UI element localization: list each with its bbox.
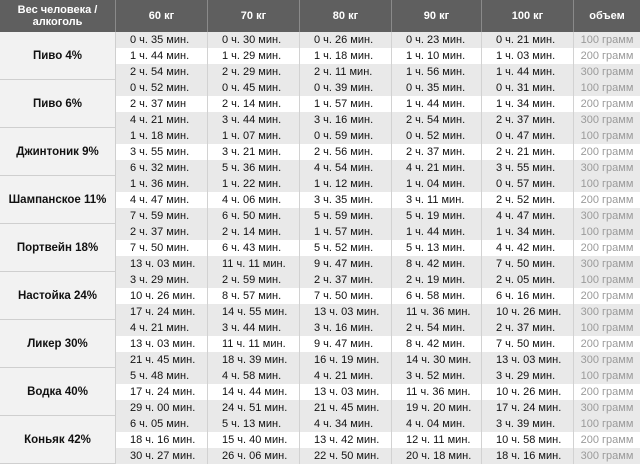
- time-cell: 1 ч. 44 мин.: [116, 48, 208, 64]
- drink-name: Пиво 4%: [0, 32, 116, 79]
- time-cell: 2 ч. 37 мин.: [116, 224, 208, 240]
- time-cell: 26 ч. 06 мин.: [208, 448, 300, 464]
- volume-cell: 100 грамм: [580, 130, 634, 142]
- drink-group: [0, 176, 640, 224]
- table-row: [116, 144, 640, 160]
- time-cell: 4 ч. 58 мин.: [208, 368, 300, 384]
- header-weight-70: 70 кг: [208, 0, 300, 32]
- time-cell: 17 ч. 24 мин.: [116, 304, 208, 320]
- volume-cell: 200 грамм: [580, 290, 634, 302]
- time-cell: 14 ч. 44 мин.: [208, 384, 300, 400]
- time-cell: 4 ч. 21 мин.: [392, 160, 482, 176]
- drink-name: Шампанское 11%: [0, 176, 116, 223]
- time-cell: 4 ч. 21 мин.: [116, 320, 208, 336]
- table-header: [0, 0, 640, 32]
- time-cell: 4 ч. 06 мин.: [208, 192, 300, 208]
- time-cell: 0 ч. 23 мин.: [392, 32, 482, 48]
- volume-cell: 100 грамм: [580, 226, 634, 238]
- time-cell: 1 ч. 36 мин.: [116, 176, 208, 192]
- time-cell: 2 ч. 14 мин.: [208, 96, 300, 112]
- drink-name: Джинтоник 9%: [0, 128, 116, 175]
- time-cell: 3 ч. 55 мин.: [116, 144, 208, 160]
- table-row: [116, 448, 640, 464]
- time-cell: 2 ч. 54 мин.: [392, 320, 482, 336]
- time-cell: 9 ч. 47 мин.: [300, 256, 392, 272]
- table-row: [116, 128, 640, 144]
- volume-cell: 200 грамм: [580, 50, 634, 62]
- time-cell: 14 ч. 30 мин.: [392, 352, 482, 368]
- time-cell: 9 ч. 47 мин.: [300, 336, 392, 352]
- volume-cell: 100 грамм: [580, 178, 634, 190]
- time-cell: 8 ч. 42 мин.: [392, 256, 482, 272]
- time-cell: 2 ч. 52 мин.: [482, 192, 574, 208]
- volume-cell: 300 грамм: [580, 450, 634, 462]
- volume-cell: 300 грамм: [580, 162, 634, 174]
- time-cell: 16 ч. 19 мин.: [300, 352, 392, 368]
- time-cell: 3 ч. 52 мин.: [392, 368, 482, 384]
- table-row: [116, 176, 640, 192]
- table-row: [116, 48, 640, 64]
- time-cell: 1 ч. 18 мин.: [300, 48, 392, 64]
- volume-cell: 200 грамм: [580, 98, 634, 110]
- time-cell: 13 ч. 03 мин.: [300, 384, 392, 400]
- time-cell: 4 ч. 21 мин.: [116, 112, 208, 128]
- table-row: [116, 64, 640, 80]
- table-row: [116, 224, 640, 240]
- time-cell: 1 ч. 34 мин.: [482, 224, 574, 240]
- volume-cell: 200 грамм: [580, 386, 634, 398]
- table-row: [116, 272, 640, 288]
- drink-name: Водка 40%: [0, 368, 116, 415]
- table-row: [116, 80, 640, 96]
- table-row: [116, 368, 640, 384]
- drink-rows: [116, 368, 640, 415]
- time-cell: 2 ч. 29 мин.: [208, 64, 300, 80]
- time-cell: 8 ч. 42 мин.: [392, 336, 482, 352]
- time-cell: 0 ч. 31 мин.: [482, 80, 574, 96]
- time-cell: 2 ч. 37 мин.: [482, 112, 574, 128]
- time-cell: 10 ч. 26 мин.: [482, 304, 574, 320]
- drink-rows: [116, 128, 640, 175]
- time-cell: 4 ч. 04 мин.: [392, 416, 482, 432]
- header-weight-80: 80 кг: [300, 0, 392, 32]
- time-cell: 0 ч. 57 мин.: [482, 176, 574, 192]
- time-cell: 7 ч. 59 мин.: [116, 208, 208, 224]
- volume-cell: 200 грамм: [580, 338, 634, 350]
- time-cell: 6 ч. 43 мин.: [208, 240, 300, 256]
- time-cell: 3 ч. 29 мин.: [482, 368, 574, 384]
- table-row: [116, 192, 640, 208]
- table-row: [116, 208, 640, 224]
- time-cell: 14 ч. 55 мин.: [208, 304, 300, 320]
- time-cell: 18 ч. 39 мин.: [208, 352, 300, 368]
- volume-cell: 200 грамм: [580, 434, 634, 446]
- table-row: [116, 288, 640, 304]
- time-cell: 7 ч. 50 мин.: [482, 256, 574, 272]
- header-weight-100: 100 кг: [482, 0, 574, 32]
- time-cell: 4 ч. 47 мин.: [116, 192, 208, 208]
- time-cell: 4 ч. 54 мин.: [300, 160, 392, 176]
- time-cell: 5 ч. 13 мин.: [392, 240, 482, 256]
- time-cell: 24 ч. 51 мин.: [208, 400, 300, 416]
- time-cell: 20 ч. 18 мин.: [392, 448, 482, 464]
- drink-name: Ликер 30%: [0, 320, 116, 367]
- time-cell: 11 ч. 36 мин.: [392, 384, 482, 400]
- time-cell: 3 ч. 39 мин.: [482, 416, 574, 432]
- table-row: [116, 32, 640, 48]
- time-cell: 5 ч. 52 мин.: [300, 240, 392, 256]
- time-cell: 17 ч. 24 мин.: [482, 400, 574, 416]
- time-cell: 1 ч. 44 мин.: [392, 96, 482, 112]
- volume-cell: 300 грамм: [580, 210, 634, 222]
- table-row: [116, 96, 640, 112]
- time-cell: 2 ч. 56 мин.: [300, 144, 392, 160]
- drink-group: [0, 128, 640, 176]
- time-cell: 0 ч. 30 мин.: [208, 32, 300, 48]
- time-cell: 2 ч. 37 мин.: [392, 144, 482, 160]
- time-cell: 22 ч. 50 мин.: [300, 448, 392, 464]
- time-cell: 0 ч. 39 мин.: [300, 80, 392, 96]
- time-cell: 3 ч. 16 мин.: [300, 112, 392, 128]
- time-cell: 2 ч. 59 мин.: [208, 272, 300, 288]
- time-cell: 1 ч. 12 мин.: [300, 176, 392, 192]
- time-cell: 6 ч. 32 мин.: [116, 160, 208, 176]
- time-cell: 2 ч. 37 мин.: [482, 320, 574, 336]
- volume-cell: 200 грамм: [580, 242, 634, 254]
- time-cell: 18 ч. 16 мин.: [482, 448, 574, 464]
- time-cell: 1 ч. 07 мин.: [208, 128, 300, 144]
- time-cell: 11 ч. 11 мин.: [208, 336, 300, 352]
- volume-cell: 200 грамм: [580, 146, 634, 158]
- volume-cell: 300 грамм: [580, 114, 634, 126]
- drink-name: Настойка 24%: [0, 272, 116, 319]
- drink-rows: [116, 272, 640, 319]
- time-cell: 3 ч. 44 мин.: [208, 320, 300, 336]
- header-volume: объем: [589, 10, 625, 22]
- time-cell: 2 ч. 11 мин.: [300, 64, 392, 80]
- table-row: [116, 416, 640, 432]
- time-cell: 4 ч. 21 мин.: [300, 368, 392, 384]
- time-cell: 1 ч. 03 мин.: [482, 48, 574, 64]
- time-cell: 1 ч. 18 мин.: [116, 128, 208, 144]
- time-cell: 1 ч. 44 мин.: [392, 224, 482, 240]
- table-row: [116, 304, 640, 320]
- drink-group: [0, 224, 640, 272]
- time-cell: 6 ч. 16 мин.: [482, 288, 574, 304]
- time-cell: 1 ч. 04 мин.: [392, 176, 482, 192]
- time-cell: 10 ч. 26 мин.: [482, 384, 574, 400]
- time-cell: 0 ч. 26 мин.: [300, 32, 392, 48]
- time-cell: 10 ч. 26 мин.: [116, 288, 208, 304]
- volume-cell: 100 грамм: [580, 370, 634, 382]
- time-cell: 2 ч. 19 мин.: [392, 272, 482, 288]
- time-cell: 3 ч. 21 мин.: [208, 144, 300, 160]
- time-cell: 3 ч. 55 мин.: [482, 160, 574, 176]
- time-cell: 2 ч. 05 мин.: [482, 272, 574, 288]
- time-cell: 2 ч. 37 мин.: [300, 272, 392, 288]
- time-cell: 4 ч. 42 мин.: [482, 240, 574, 256]
- time-cell: 11 ч. 36 мин.: [392, 304, 482, 320]
- time-cell: 1 ч. 22 мин.: [208, 176, 300, 192]
- time-cell: 15 ч. 40 мин.: [208, 432, 300, 448]
- time-cell: 0 ч. 59 мин.: [300, 128, 392, 144]
- time-cell: 3 ч. 35 мин.: [300, 192, 392, 208]
- drink-group: [0, 416, 640, 464]
- time-cell: 13 ч. 03 мин.: [300, 304, 392, 320]
- time-cell: 1 ч. 56 мин.: [392, 64, 482, 80]
- time-cell: 3 ч. 11 мин.: [392, 192, 482, 208]
- time-cell: 2 ч. 21 мин.: [482, 144, 574, 160]
- time-cell: 7 ч. 50 мин.: [116, 240, 208, 256]
- time-cell: 8 ч. 57 мин.: [208, 288, 300, 304]
- drink-rows: [116, 224, 640, 271]
- table-row: [116, 160, 640, 176]
- time-cell: 2 ч. 54 мин.: [392, 112, 482, 128]
- time-cell: 0 ч. 52 мин.: [116, 80, 208, 96]
- time-cell: 7 ч. 50 мин.: [482, 336, 574, 352]
- time-cell: 6 ч. 58 мин.: [392, 288, 482, 304]
- time-cell: 4 ч. 34 мин.: [300, 416, 392, 432]
- time-cell: 1 ч. 34 мин.: [482, 96, 574, 112]
- drink-rows: [116, 416, 640, 463]
- drink-group: [0, 80, 640, 128]
- time-cell: 1 ч. 57 мин.: [300, 224, 392, 240]
- time-cell: 4 ч. 47 мин.: [482, 208, 574, 224]
- time-cell: 1 ч. 29 мин.: [208, 48, 300, 64]
- time-cell: 3 ч. 16 мин.: [300, 320, 392, 336]
- time-cell: 2 ч. 37 мин: [116, 96, 208, 112]
- drink-name: Пиво 6%: [0, 80, 116, 127]
- table-row: [116, 336, 640, 352]
- time-cell: 5 ч. 19 мин.: [392, 208, 482, 224]
- time-cell: 1 ч. 57 мин.: [300, 96, 392, 112]
- table-row: [116, 352, 640, 368]
- time-cell: 0 ч. 21 мин.: [482, 32, 574, 48]
- time-cell: 7 ч. 50 мин.: [300, 288, 392, 304]
- time-cell: 6 ч. 05 мин.: [116, 416, 208, 432]
- time-cell: 0 ч. 45 мин.: [208, 80, 300, 96]
- volume-cell: 100 грамм: [580, 34, 634, 46]
- time-cell: 2 ч. 14 мин.: [208, 224, 300, 240]
- drink-rows: [116, 32, 640, 79]
- volume-cell: 300 грамм: [580, 66, 634, 78]
- drink-name: Коньяк 42%: [0, 416, 116, 463]
- volume-cell: 100 грамм: [580, 82, 634, 94]
- drink-rows: [116, 176, 640, 223]
- drink-rows: [116, 320, 640, 367]
- time-cell: 12 ч. 11 мин.: [392, 432, 482, 448]
- drink-group: [0, 272, 640, 320]
- time-cell: 3 ч. 29 мин.: [116, 272, 208, 288]
- time-cell: 0 ч. 35 мин.: [116, 32, 208, 48]
- time-cell: 13 ч. 42 мин.: [300, 432, 392, 448]
- time-cell: 18 ч. 16 мин.: [116, 432, 208, 448]
- time-cell: 21 ч. 45 мин.: [116, 352, 208, 368]
- time-cell: 5 ч. 13 мин.: [208, 416, 300, 432]
- time-cell: 21 ч. 45 мин.: [300, 400, 392, 416]
- table-row: [116, 112, 640, 128]
- time-cell: 2 ч. 54 мин.: [116, 64, 208, 80]
- time-cell: 1 ч. 10 мин.: [392, 48, 482, 64]
- table-row: [116, 256, 640, 272]
- volume-cell: 100 грамм: [580, 274, 634, 286]
- time-cell: 0 ч. 35 мин.: [392, 80, 482, 96]
- time-cell: 1 ч. 44 мин.: [482, 64, 574, 80]
- volume-cell: 300 грамм: [580, 306, 634, 318]
- volume-cell: 200 грамм: [580, 194, 634, 206]
- time-cell: 0 ч. 52 мин.: [392, 128, 482, 144]
- time-cell: 13 ч. 03 мин.: [116, 256, 208, 272]
- header-weight-60: 60 кг: [116, 0, 208, 32]
- time-cell: 3 ч. 44 мин.: [208, 112, 300, 128]
- time-cell: 19 ч. 20 мин.: [392, 400, 482, 416]
- header-weight-90: 90 кг: [392, 0, 482, 32]
- time-cell: 0 ч. 47 мин.: [482, 128, 574, 144]
- table-row: [116, 384, 640, 400]
- time-cell: 11 ч. 11 мин.: [208, 256, 300, 272]
- volume-cell: 300 грамм: [580, 258, 634, 270]
- drink-group: [0, 32, 640, 80]
- header-weight-alcohol: Вес человека / алкоголь: [0, 0, 116, 32]
- table-row: [116, 432, 640, 448]
- time-cell: 17 ч. 24 мин.: [116, 384, 208, 400]
- volume-cell: 300 грамм: [580, 402, 634, 414]
- volume-cell: 300 грамм: [580, 354, 634, 366]
- drink-group: [0, 368, 640, 416]
- drink-name: Портвейн 18%: [0, 224, 116, 271]
- time-cell: 5 ч. 36 мин.: [208, 160, 300, 176]
- time-cell: 13 ч. 03 мин.: [482, 352, 574, 368]
- time-cell: 30 ч. 27 мин.: [116, 448, 208, 464]
- drink-group: [0, 320, 640, 368]
- table-row: [116, 400, 640, 416]
- time-cell: 6 ч. 50 мин.: [208, 208, 300, 224]
- table-body: [0, 32, 640, 464]
- volume-cell: 100 грамм: [580, 418, 634, 430]
- time-cell: 5 ч. 59 мин.: [300, 208, 392, 224]
- time-cell: 5 ч. 48 мин.: [116, 368, 208, 384]
- time-cell: 10 ч. 58 мин.: [482, 432, 574, 448]
- time-cell: 13 ч. 03 мин.: [116, 336, 208, 352]
- table-row: [116, 240, 640, 256]
- table-row: [116, 320, 640, 336]
- drink-rows: [116, 80, 640, 127]
- volume-cell: 100 грамм: [580, 322, 634, 334]
- time-cell: 29 ч. 00 мин.: [116, 400, 208, 416]
